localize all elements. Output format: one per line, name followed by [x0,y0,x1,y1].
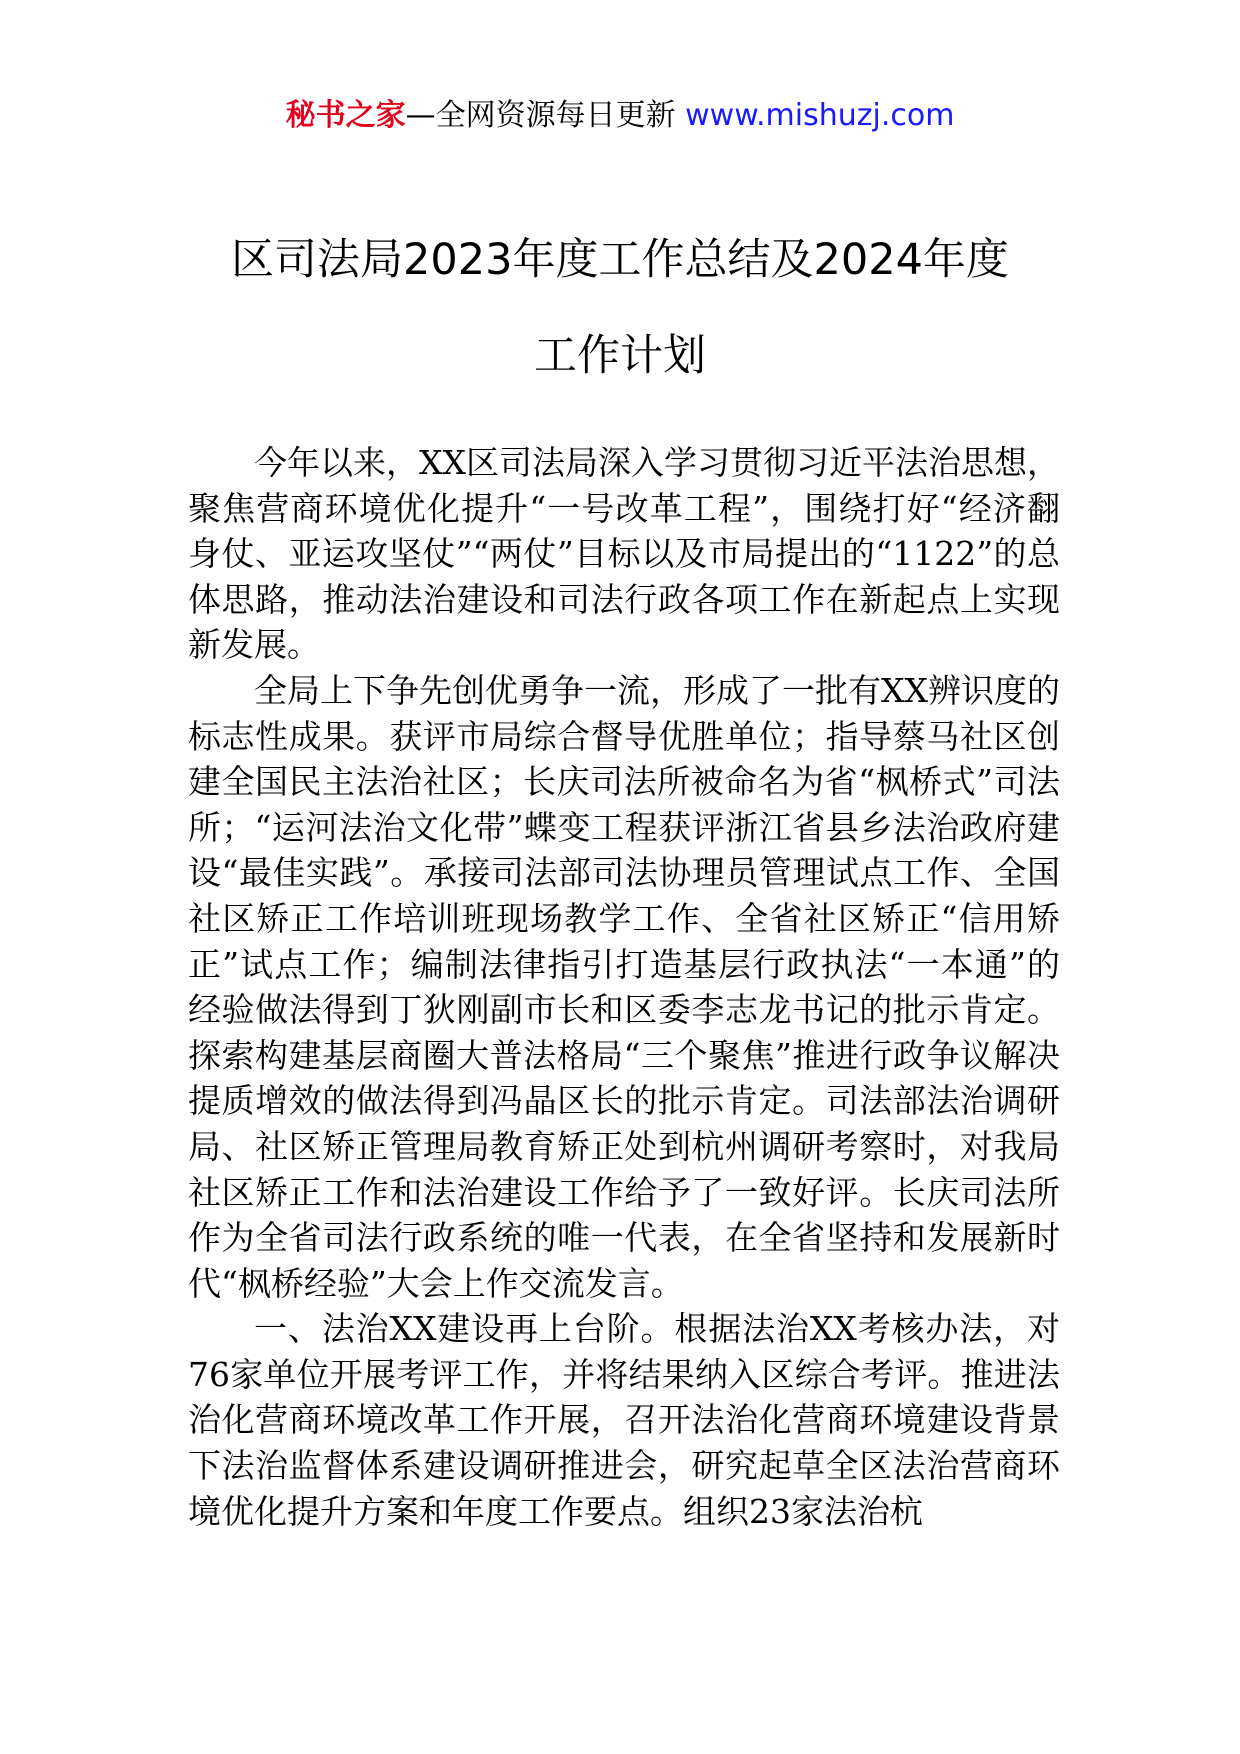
brand-name: 秘书之家 [285,98,406,133]
document-body [188,440,1060,1534]
title-line-1: 区司法局2023年度工作总结及2024年度 [231,235,1009,285]
site-header [0,96,1240,136]
paragraph-achievements: 全局上下争先创优勇争一流，形成了一批有XX辨识度的标志性成果。获评市局综合督导优胜单位；指导蔡马社区创建全国民主法治社区；长庆司法所被命名为省“枫桥式”司法所；“运河法治文化带”蝶变工程获评浙江省县乡法治政府建设“最佳实践”。承接司法部司法协理员管理试点工作、全国社区矫正工作培训班现场教学工作、全省社区矫正“信用矫正”试点工作；编制法律指引打造基层行政执法“一本通”的经验做法得到丁狄刚副市长和区委李志龙书记的批示肯定。探索构建基层商圈大普法格局“三个聚焦”推进行政争议解决提质增效的做法得到冯晶区长的批示肯定。司法部法治调研局、社区矫正管理局教育矫正处到杭州调研考察时，对我局社区矫正工作和法治建设工作给予了一致好评。长庆司法所作为全省司法行政系统的唯一代表，在全省坚持和发展新时代“枫桥经验”大会上作交流发言。 [188,670,1060,1303]
header-slogan: —全网资源每日更新 [405,98,676,133]
document-title [150,212,1090,404]
site-url-link[interactable]: www.mishuzj.com [685,98,955,133]
paragraph-section-1: 一、法治XX建设再上台阶。根据法治XX考核办法，对76家单位开展考评工作，并将结果纳入区综合考评。推进法治化营商环境改革工作开展，召开法治化营商环境建设背景下法治监督体系建设调研推进会，研究起草全区法治营商环境优化提升方案和年度工作要点。组织23家法治杭 [188,1309,1060,1531]
paragraph-intro: 今年以来，XX区司法局深入学习贯彻习近平法治思想，聚焦营商环境优化提升“一号改革工程”，围绕打好“经济翻身仗、亚运攻坚仗”“两仗”目标以及市局提出的“1122”的总体思路，推动法治建设和司法行政各项工作在新起点上实现新发展。 [188,443,1060,665]
title-line-2: 工作计划 [534,331,706,381]
